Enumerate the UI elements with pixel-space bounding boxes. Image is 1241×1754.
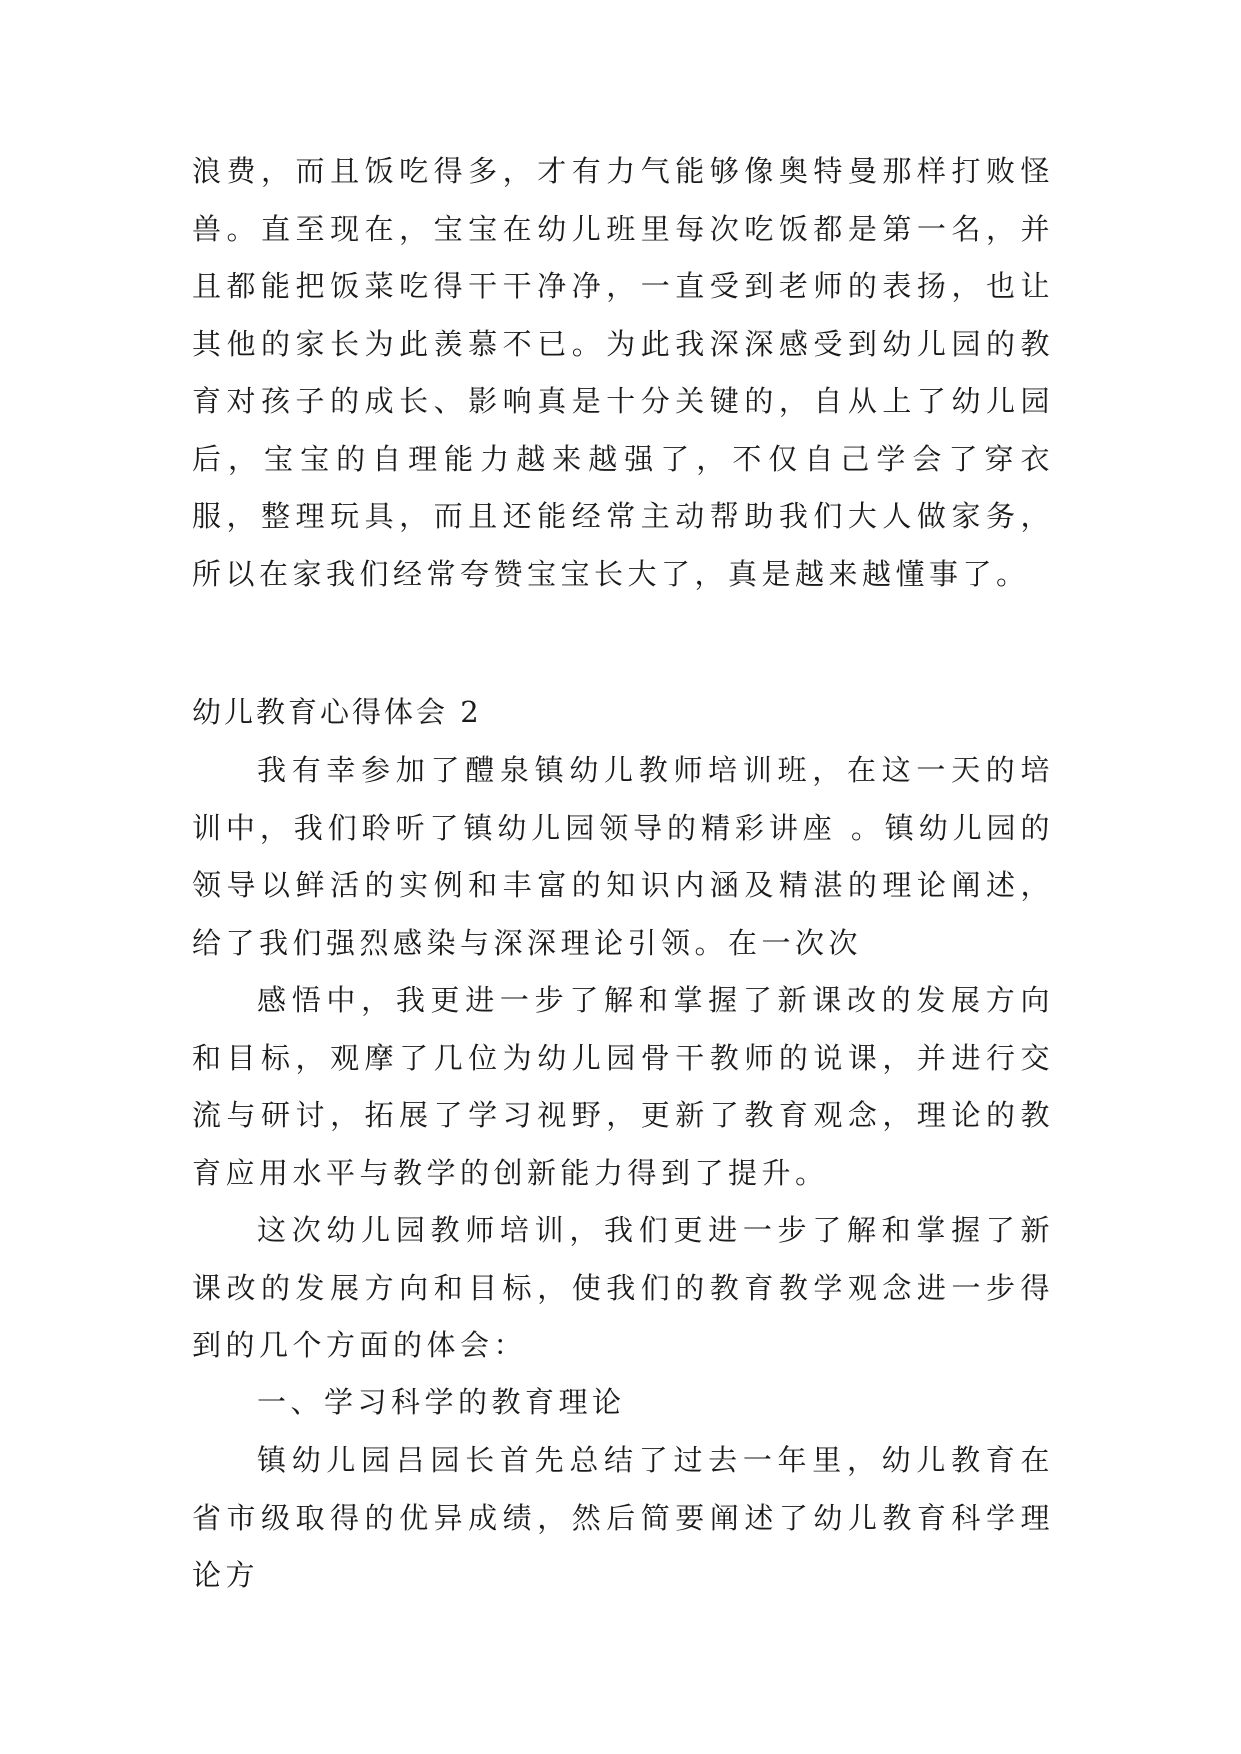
paragraph-3: 这次幼儿园教师培训，我们更进一步了解和掌握了新课改的发展方向和目标，使我们的教育教学观念进一步得到的几个方面的体会： (192, 1213, 1054, 1362)
section-title: 幼儿教育心得体会 2 (192, 695, 482, 729)
paragraph-1: 我有幸参加了醴泉镇幼儿教师培训班，在这一天的培训中，我们聆听了镇幼儿园领导的精彩讲座 。镇幼儿园的领导以鲜活的实例和丰富的知识内涵及精湛的理论阐述，给了我们强烈感染与深深理论引领。在一次次 (192, 753, 1054, 960)
paragraph-2: 感悟中，我更进一步了解和掌握了新课改的发展方向和目标，观摩了几位为幼儿园骨干教师的说课，并进行交流与研讨，拓展了学习视野，更新了教育观念，理论的教育应用水平与教学的创新能力得到了提升。 (192, 983, 1054, 1190)
paragraph-4: 一、学习科学的教育理论 (257, 1385, 626, 1419)
paragraph-5: 镇幼儿园吕园长首先总结了过去一年里，幼儿教育在省市级取得的优异成绩，然后简要阐述了幼儿教育科学理论方 (192, 1443, 1054, 1592)
continuation-paragraph: 浪费，而且饭吃得多，才有力气能够像奥特曼那样打败怪兽。直至现在，宝宝在幼儿班里每次吃饭都是第一名，并且都能把饭菜吃得干干净净，一直受到老师的表扬，也让其他的家长为此羡慕不已。为此我深深感受到幼儿园的教育对孩子的成长、影响真是十分关键的，自从上了幼儿园后，宝宝的自理能力越来越强了，不仅自己学会了穿衣服，整理玩具，而且还能经常主动帮助我们大人做家务，所以在家我们经常夸赞宝宝长大了，真是越来越懂事了。 (192, 154, 1054, 591)
